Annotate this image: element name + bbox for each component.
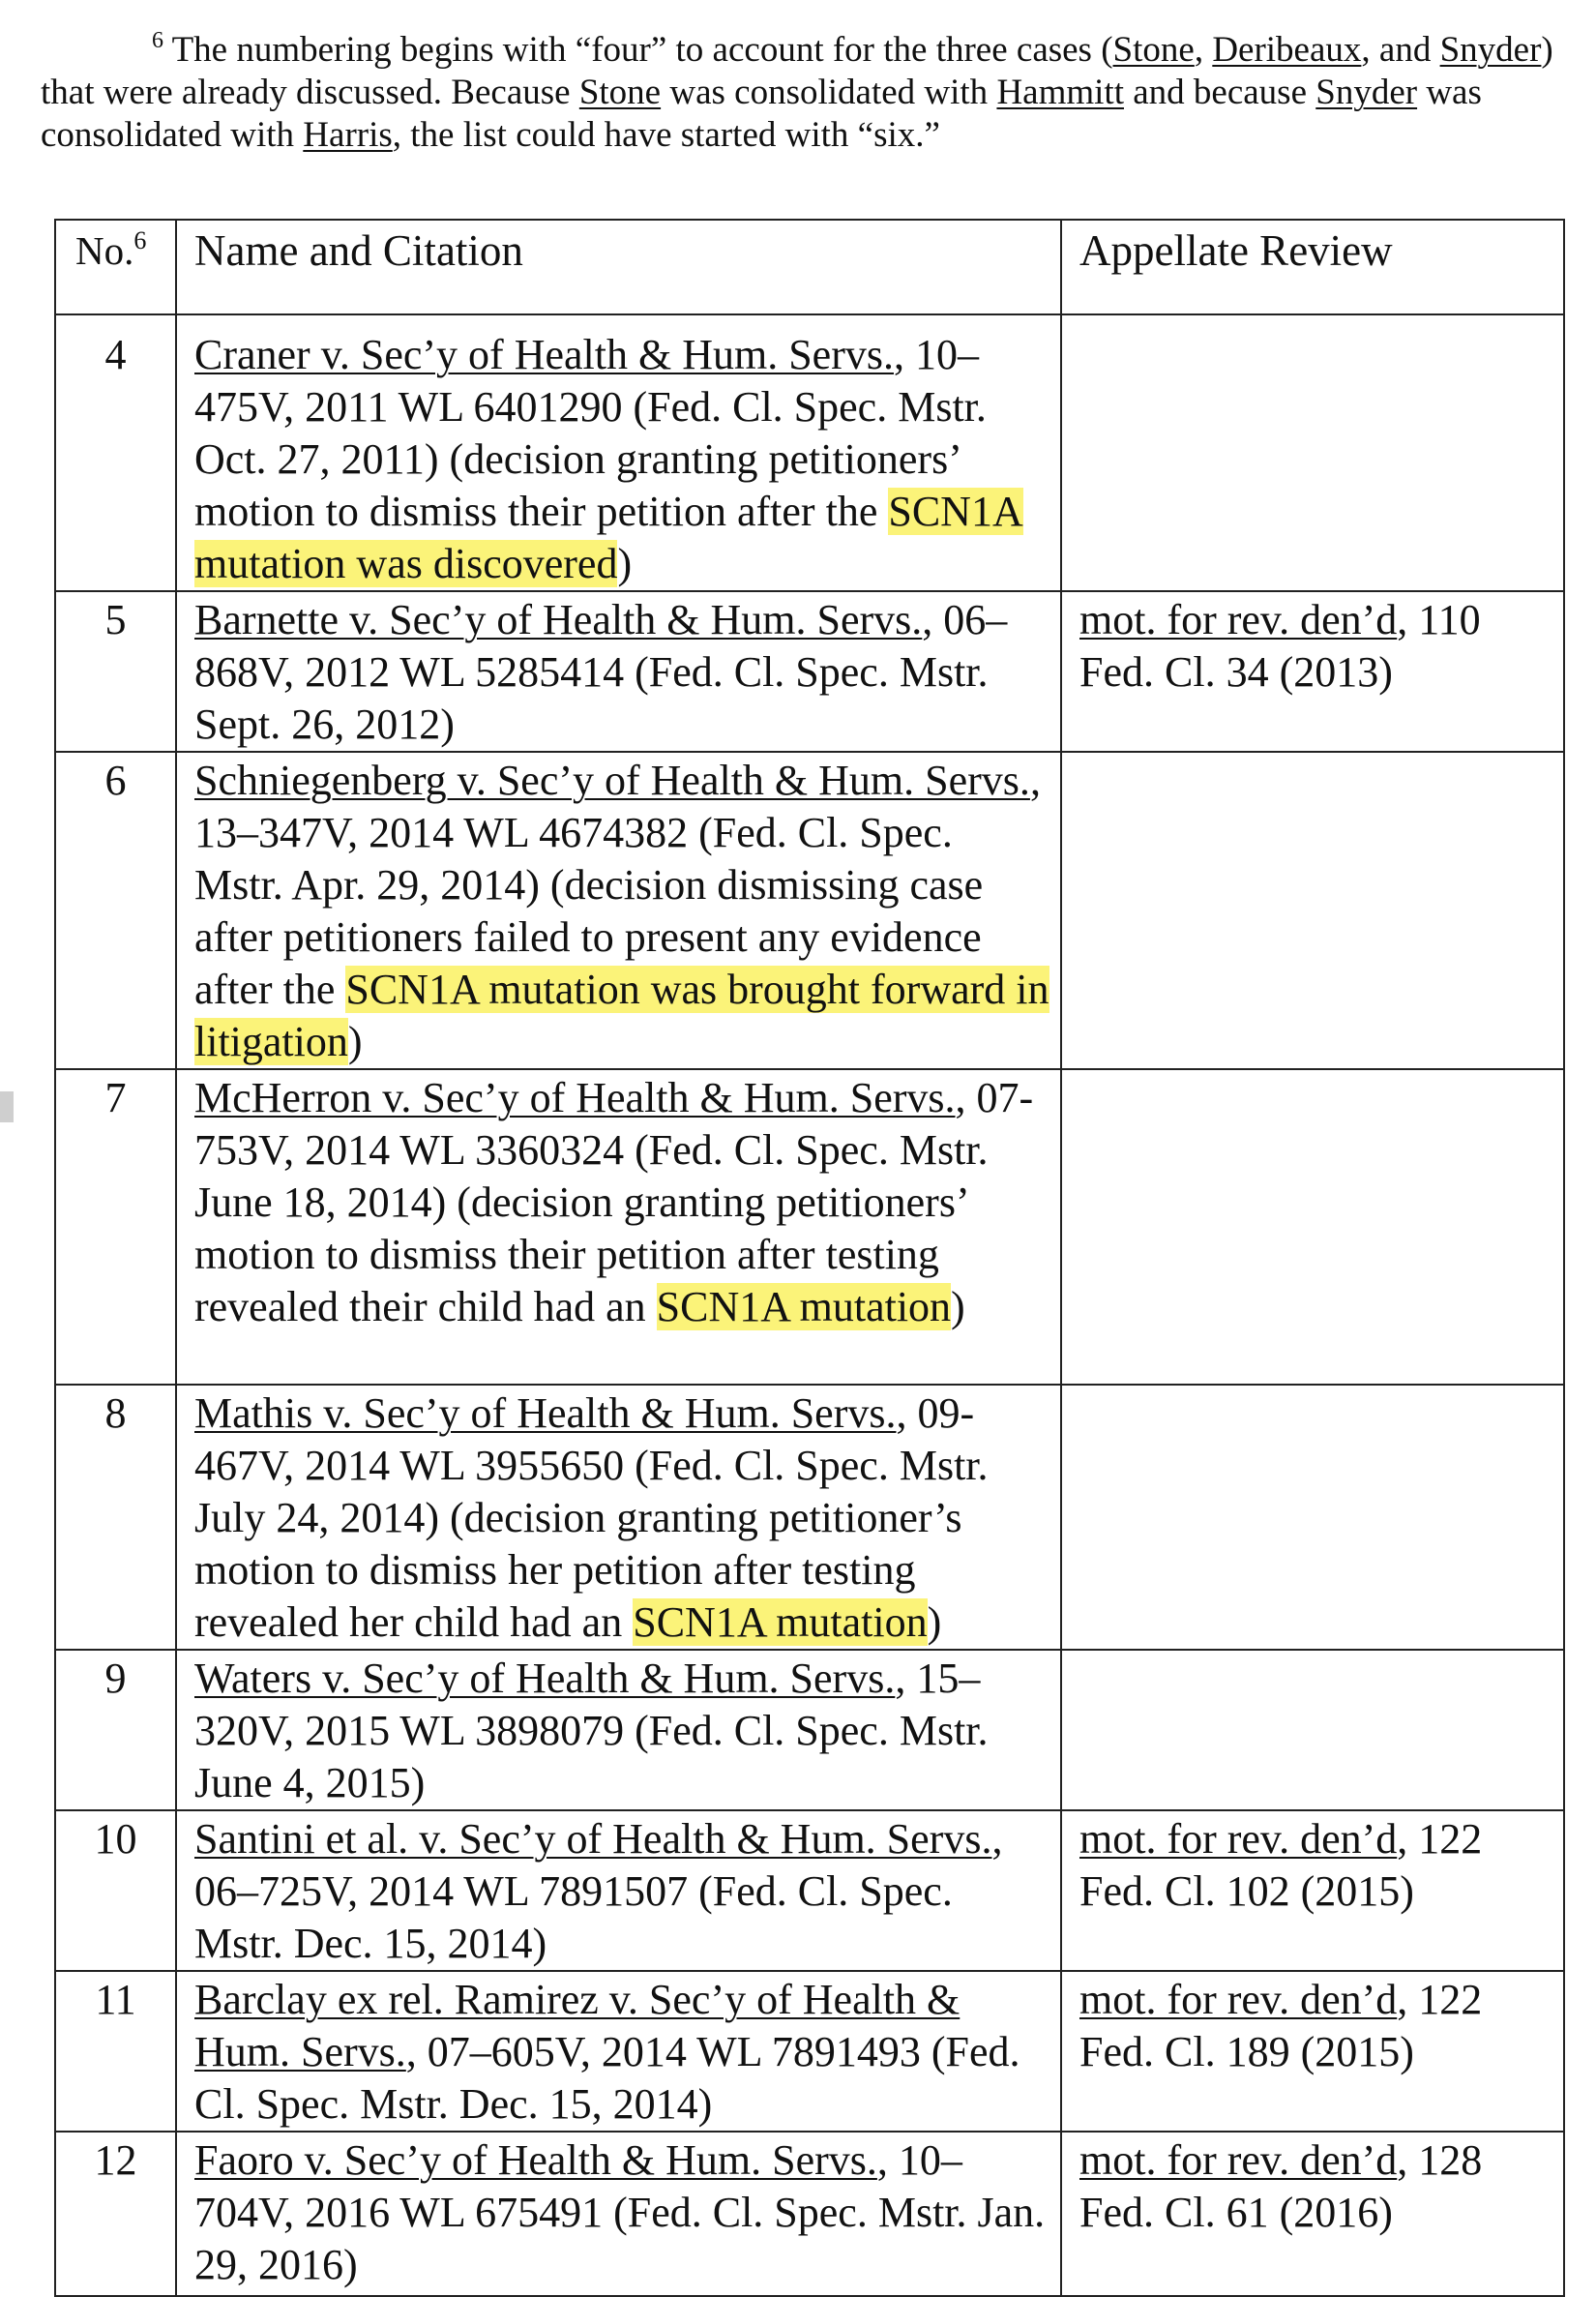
review-signal: mot. for rev. den’d bbox=[1079, 1815, 1398, 1863]
name-citation-cell: Santini et al. v. Sec’y of Health & Hum. Servs., 06–725V, 2014 WL 7891507 (Fed. Cl. Spec. Mstr. Dec. 15, 2014) bbox=[176, 1810, 1061, 1971]
header-name-citation: Name and Citation bbox=[176, 220, 1061, 314]
row-number: 12 bbox=[55, 2132, 176, 2296]
header-footnote-ref: 6 bbox=[133, 226, 147, 254]
case-table bbox=[54, 219, 1565, 2297]
name-citation-cell: Faoro v. Sec’y of Health & Hum. Servs., 10–704V, 2016 WL 675491 (Fed. Cl. Spec. Mstr. Jan. 29, 2016) bbox=[176, 2132, 1061, 2296]
appellate-review-cell: mot. for rev. den’d, 128 Fed. Cl. 61 (2016) bbox=[1061, 2132, 1564, 2296]
highlighted-text: SCN1A mutation bbox=[633, 1598, 928, 1646]
review-signal: mot. for rev. den’d bbox=[1079, 596, 1398, 643]
case-name: McHerron v. Sec’y of Health & Hum. Servs. bbox=[194, 1074, 956, 1121]
table-row bbox=[55, 1971, 1564, 2132]
case-name: Barnette v. Sec’y of Health & Hum. Servs. bbox=[194, 596, 923, 643]
header-no: No.$^6$ bbox=[55, 220, 176, 314]
footnote-number: 6 bbox=[152, 28, 163, 53]
name-citation-cell: Barclay ex rel. Ramirez v. Sec’y of Health & Hum. Servs., 07–605V, 2014 WL 7891493 (Fed. Cl. Spec. Mstr. Dec. 15, 2014) bbox=[176, 1971, 1061, 2132]
case-name: Craner v. Sec’y of Health & Hum. Servs. bbox=[194, 331, 894, 378]
row-number: 9 bbox=[55, 1650, 176, 1810]
table-row bbox=[55, 1650, 1564, 1810]
case-ref-snyder: Snyder bbox=[1439, 30, 1542, 70]
table-row bbox=[55, 752, 1564, 1069]
case-ref-hammitt: Hammitt bbox=[996, 73, 1124, 112]
name-citation-cell: McHerron v. Sec’y of Health & Hum. Servs., 07-753V, 2014 WL 3360324 (Fed. Cl. Spec. Mstr. June 18, 2014) (decision granting petitioners’ motion to dismiss their petition after testing revealed their child had an SCN1A mutation) bbox=[176, 1069, 1061, 1385]
case-ref-deribeaux: Deribeaux bbox=[1212, 30, 1362, 70]
table-header-row bbox=[55, 220, 1564, 314]
appellate-review-cell bbox=[1061, 1650, 1564, 1810]
table-row bbox=[55, 1810, 1564, 1971]
case-ref-stone: Stone bbox=[1112, 30, 1195, 70]
row-number: 11 bbox=[55, 1971, 176, 2132]
row-number: 5 bbox=[55, 591, 176, 752]
case-name: Waters v. Sec’y of Health & Hum. Servs. bbox=[194, 1655, 896, 1702]
table-row bbox=[55, 1385, 1564, 1650]
table-row bbox=[55, 1069, 1564, 1385]
appellate-review-cell bbox=[1061, 1385, 1564, 1650]
appellate-review-cell bbox=[1061, 752, 1564, 1069]
case-name: Faoro v. Sec’y of Health & Hum. Servs. bbox=[194, 2136, 877, 2184]
highlighted-text: SCN1A mutation was discovered bbox=[194, 488, 1023, 587]
appellate-review-cell: mot. for rev. den’d, 122 Fed. Cl. 102 (2015) bbox=[1061, 1810, 1564, 1971]
name-citation-cell: Barnette v. Sec’y of Health & Hum. Servs., 06–868V, 2012 WL 5285414 (Fed. Cl. Spec. Mstr. Sept. 26, 2012) bbox=[176, 591, 1061, 752]
header-appellate-review: Appellate Review bbox=[1061, 220, 1564, 314]
name-citation-cell: Mathis v. Sec’y of Health & Hum. Servs., 09-467V, 2014 WL 3955650 (Fed. Cl. Spec. Mstr. July 24, 2014) (decision granting petitioner’s motion to dismiss her petition after testing revealed her child had an SCN1A mutation) bbox=[176, 1385, 1061, 1650]
margin-mark bbox=[0, 1091, 14, 1122]
footnote bbox=[41, 29, 1559, 157]
case-ref-stone: Stone bbox=[578, 73, 662, 112]
case-ref-snyder: Snyder bbox=[1315, 73, 1418, 112]
case-name: Barclay ex rel. Ramirez v. Sec’y of Health & Hum. Servs. bbox=[194, 1976, 961, 2075]
row-number: 8 bbox=[55, 1385, 176, 1650]
appellate-review-cell bbox=[1061, 1069, 1564, 1385]
table-row bbox=[55, 2132, 1564, 2296]
table-row bbox=[55, 591, 1564, 752]
footnote-text: $^6$ The numbering begins with “four” to account for the three cases (Stone, Deribeaux, and Snyder) that were already discussed. Because Stone was consolidated with Hammitt and because Snyder was consolidated with Harris, the list could have started with “six.” bbox=[41, 28, 1553, 155]
name-citation-cell: Waters v. Sec’y of Health & Hum. Servs., 15–320V, 2015 WL 3898079 (Fed. Cl. Spec. Mstr. June 4, 2015) bbox=[176, 1650, 1061, 1810]
highlighted-text: SCN1A mutation was brought forward in litigation bbox=[194, 966, 1049, 1065]
review-signal: mot. for rev. den’d bbox=[1079, 1976, 1398, 2023]
case-name: Mathis v. Sec’y of Health & Hum. Servs. bbox=[194, 1389, 897, 1437]
row-number: 7 bbox=[55, 1069, 176, 1385]
case-name: Santini et al. v. Sec’y of Health & Hum. Servs. bbox=[194, 1815, 992, 1863]
case-name: Schniegenberg v. Sec’y of Health & Hum. Servs. bbox=[194, 757, 1030, 804]
appellate-review-cell: mot. for rev. den’d, 122 Fed. Cl. 189 (2015) bbox=[1061, 1971, 1564, 2132]
highlighted-text: SCN1A mutation bbox=[656, 1283, 952, 1330]
appellate-review-cell: mot. for rev. den’d, 110 Fed. Cl. 34 (2013) bbox=[1061, 591, 1564, 752]
appellate-review-cell bbox=[1061, 314, 1564, 591]
name-citation-cell: Schniegenberg v. Sec’y of Health & Hum. Servs., 13–347V, 2014 WL 4674382 (Fed. Cl. Spec. Mstr. Apr. 29, 2014) (decision dismissing case after petitioners failed to present any evidence after the SCN1A mutation was brought forward in litigation) bbox=[176, 752, 1061, 1069]
review-signal: mot. for rev. den’d bbox=[1079, 2136, 1398, 2184]
row-number: 10 bbox=[55, 1810, 176, 1971]
row-number: 4 bbox=[55, 314, 176, 591]
name-citation-cell: Craner v. Sec’y of Health & Hum. Servs., 10–475V, 2011 WL 6401290 (Fed. Cl. Spec. Mstr. Oct. 27, 2011) (decision granting petitioners’ motion to dismiss their petition after the SCN1A mutation was discovered) bbox=[176, 314, 1061, 591]
case-ref-harris: Harris bbox=[303, 115, 393, 155]
table-row bbox=[55, 314, 1564, 591]
row-number: 6 bbox=[55, 752, 176, 1069]
